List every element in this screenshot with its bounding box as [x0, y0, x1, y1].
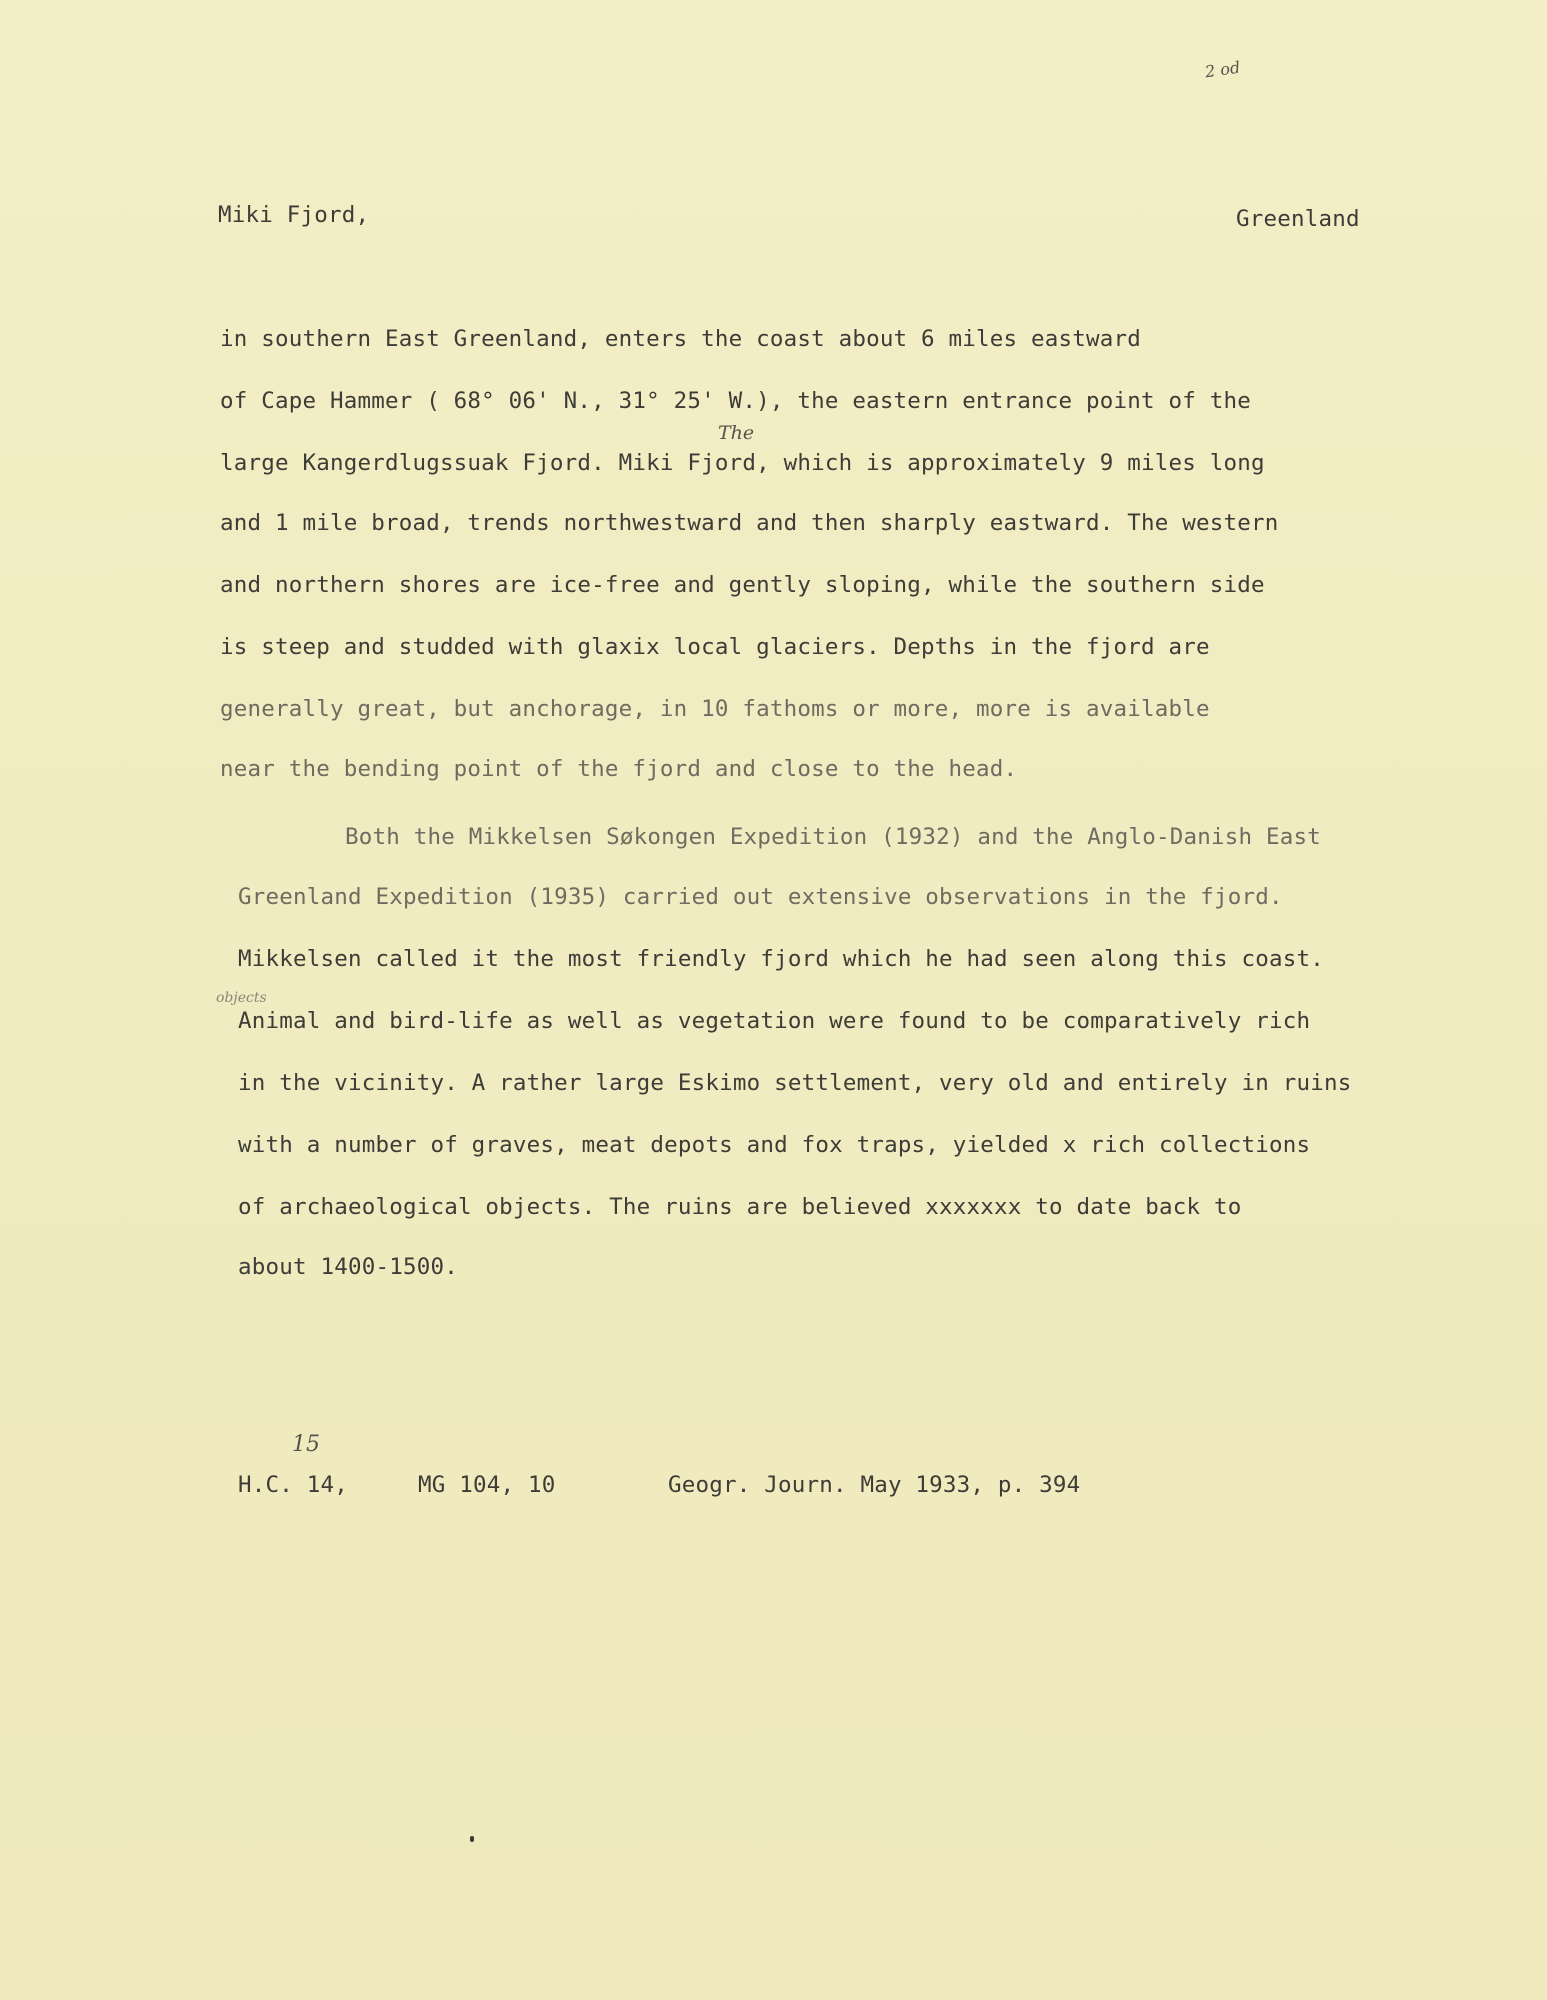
- body-line: and 1 mile broad, trends northwestward and then sharply eastward. The western: [220, 510, 1279, 536]
- ink-speck: [470, 1836, 474, 1842]
- corner-annotation: 2 od: [1203, 57, 1242, 82]
- entry-title: Miki Fjord,: [218, 202, 370, 228]
- body-line: Greenland Expedition (1935) carried out extensive observations in the fjord.: [238, 884, 1283, 910]
- margin-note: objects: [216, 990, 267, 1006]
- body-line: with a number of graves, meat depots and fox traps, yielded x rich collections: [238, 1132, 1311, 1158]
- body-line: about 1400-1500.: [238, 1254, 458, 1280]
- body-line: near the bending point of the fjord and close to the head.: [220, 756, 1018, 782]
- body-line: is steep and studded with glaxix local glaciers. Depths in the fjord are: [220, 634, 1210, 660]
- body-line: in the vicinity. A rather large Eskimo settlement, very old and entirely in ruins: [238, 1070, 1352, 1096]
- body-line: Animal and bird-life as well as vegetation were found to be comparatively rich: [238, 1008, 1311, 1034]
- body-line: of Cape Hammer ( 68° 06' N., 31° 25' W.), the eastern entrance point of the: [220, 388, 1251, 414]
- entry-region: Greenland: [1236, 206, 1360, 232]
- body-line: large Kangerdlugssuak Fjord. Miki Fjord, which is approximately 9 miles long: [220, 450, 1265, 476]
- hc-correction: 15: [292, 1432, 320, 1457]
- hc-reference: H.C. 14,: [238, 1472, 348, 1498]
- journal-reference: Geogr. Journ. May 1933, p. 394: [668, 1472, 1081, 1498]
- mg-reference: MG 104, 10: [418, 1472, 556, 1498]
- body-line: in southern East Greenland, enters the coast about 6 miles eastward: [220, 326, 1141, 352]
- body-line: Both the Mikkelsen Søkongen Expedition (1932) and the Anglo-Danish East: [345, 824, 1321, 850]
- handwritten-insert: The: [718, 422, 755, 444]
- body-line: Mikkelsen called it the most friendly fjord which he had seen along this coast.: [238, 946, 1324, 972]
- body-line: generally great, but anchorage, in 10 fathoms or more, more is available: [220, 696, 1210, 722]
- body-line: of archaeological objects. The ruins are believed xxxxxxx to date back to: [238, 1194, 1242, 1220]
- body-line: and northern shores are ice-free and gently sloping, while the southern side: [220, 572, 1265, 598]
